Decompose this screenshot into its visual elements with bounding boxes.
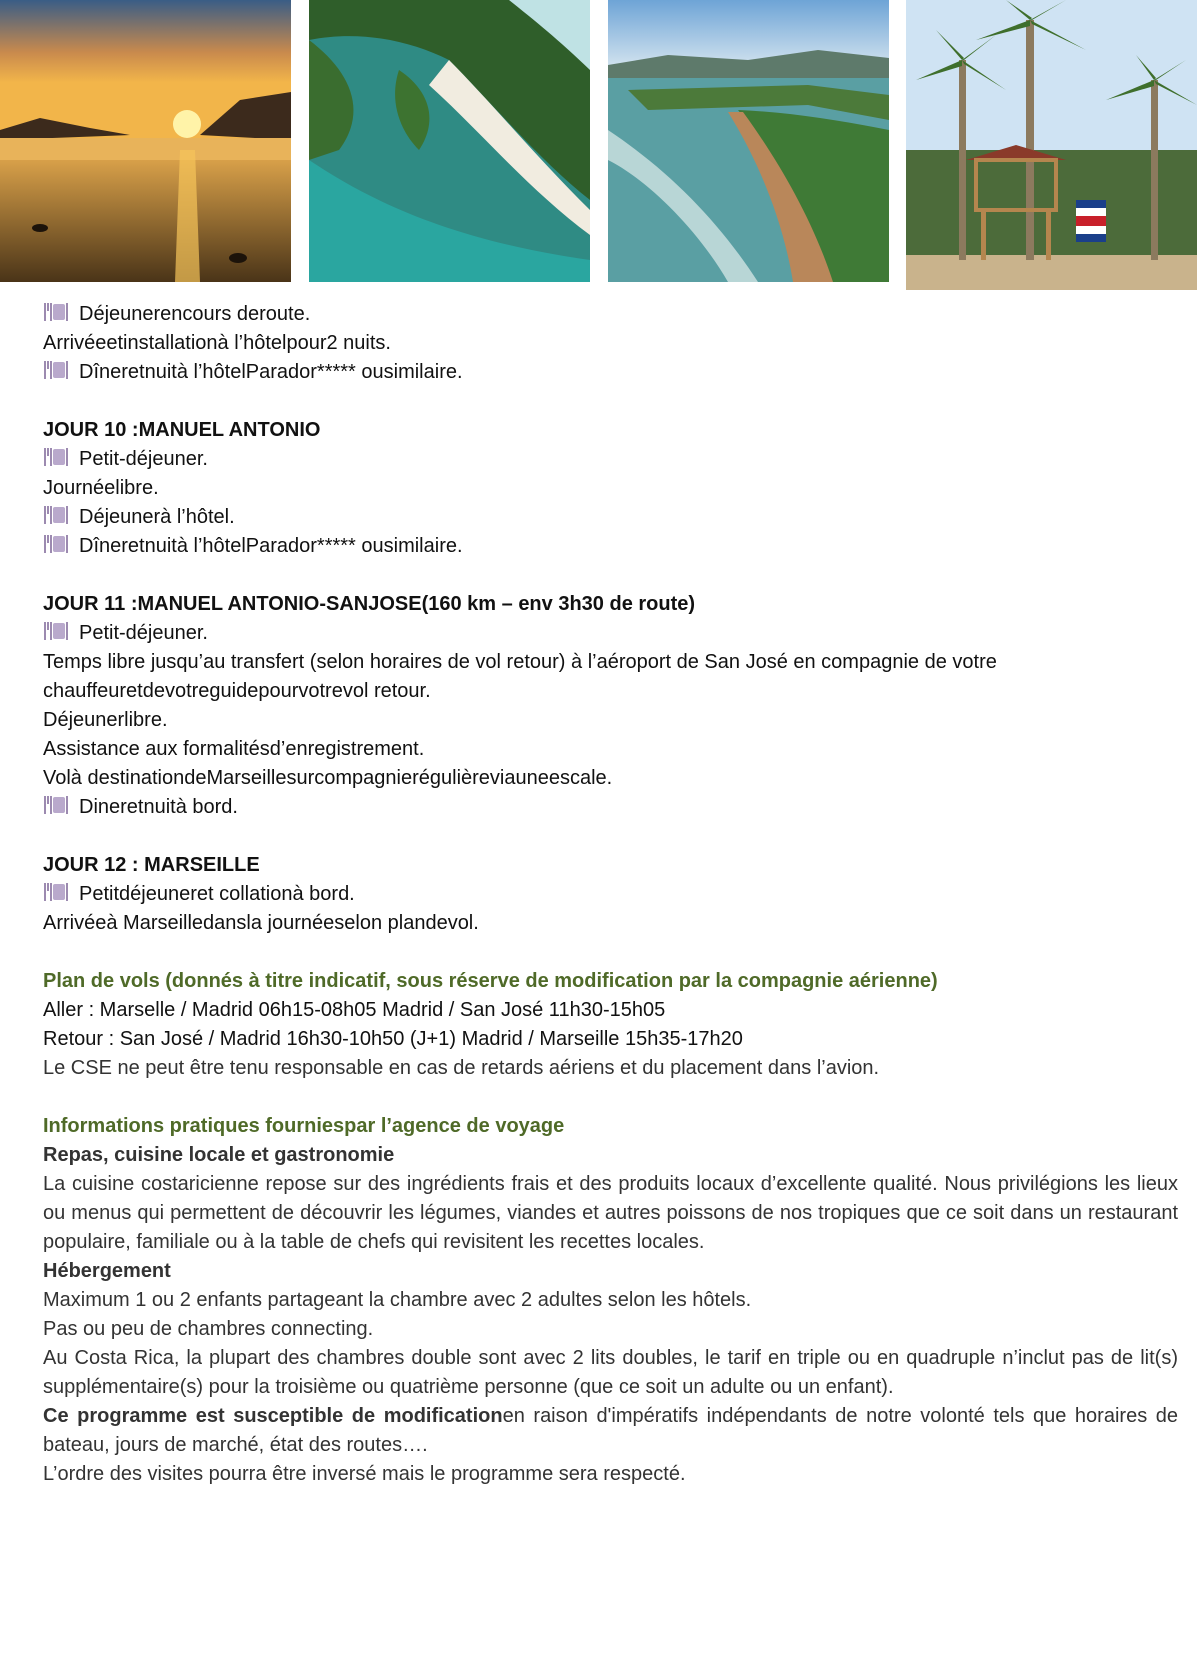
plate-cutlery-icon: [43, 620, 69, 642]
list-item: Dîneretnuità l’hôtelParador***** ousimilaire.: [43, 532, 1178, 561]
hebergement-line-1: Maximum 1 ou 2 enfants partageant la chambre avec 2 adultes selon les hôtels.: [43, 1289, 752, 1311]
plate-cutlery-icon: [43, 533, 69, 555]
list-item: Assistance aux formalitésd’enregistrement.: [43, 738, 425, 760]
day-11-title: JOUR 11 :MANUEL ANTONIO-SANJOSE(160 km – env 3h30 de route): [43, 593, 696, 615]
list-item: Dîneretnuità l’hôtelParador***** ousimilaire.: [43, 358, 1178, 387]
program-content: [43, 300, 1178, 1489]
list-item: Arrivéeà Marseilledansla journéeselon plandevol.: [43, 912, 479, 934]
info-title: Informations pratiques fourniespar l’agence de voyage: [43, 1115, 565, 1137]
list-item: Arrivéeetinstallationà l’hôtelpour2 nuits.: [43, 332, 391, 354]
sunset-beach-photo: [0, 0, 291, 282]
plate-cutlery-icon: [43, 794, 69, 816]
flights-title: Plan de vols (donnés à titre indicatif, sous réserve de modification par la compagnie aérienne): [43, 970, 938, 992]
plate-cutlery-icon: [43, 881, 69, 903]
photo-strip: [0, 0, 1200, 300]
hebergement-paragraph: Au Costa Rica, la plupart des chambres double sont avec 2 lits doubles, le tarif en triple ou en quadruple n’inclut pas de lit(s) supplémentaire(s) pour la troisième ou quatrième personne (que ce soit un adulte ou un enfant).: [43, 1347, 1178, 1398]
list-item: Dineretnuità bord.: [43, 793, 1178, 822]
day-10-title: JOUR 10 :MANUEL ANTONIO: [43, 419, 321, 441]
aerial-beach-photo: [608, 0, 889, 282]
plate-cutlery-icon: [43, 359, 69, 381]
plate-cutlery-icon: [43, 504, 69, 526]
palm-trees-photo: [906, 0, 1197, 290]
modification-paragraph: [43, 1402, 1178, 1460]
flight-aller: Aller : Marselle / Madrid 06h15-08h05 Madrid / San José 11h30-15h05: [43, 999, 666, 1021]
modification-text: en raison d'impératifs indépendants de notre volonté tels que horaires de bateau, jours de marché, état des routes….: [43, 1405, 1178, 1456]
modification-bold: Ce programme est susceptible de modification: [43, 1405, 503, 1427]
ordre-paragraph: L’ordre des visites pourra être inversé mais le programme sera respecté.: [43, 1463, 686, 1485]
list-item: Temps libre jusqu’au transfert (selon horaires de vol retour) à l’aéroport de San José en compagnie de votre: [43, 651, 997, 673]
list-item: Petit-déjeuner.: [43, 619, 1178, 648]
list-item: Petit-déjeuner.: [43, 445, 1178, 474]
hebergement-line-2: Pas ou peu de chambres connecting.: [43, 1318, 374, 1340]
list-item: Journéelibre.: [43, 477, 159, 499]
list-item: Petitdéjeuneret collationà bord.: [43, 880, 1178, 909]
plate-cutlery-icon: [43, 301, 69, 323]
repas-paragraph: La cuisine costaricienne repose sur des ingrédients frais et des produits locaux d’excellente qualité. Nous privilégions les lieux ou menus qui permettent de découvrir les légumes, viandes et autres poissons de nos tropiques que ce soit dans un restaurant populaire, familiale ou à la table de chefs qui revisitent les recettes locales.: [43, 1173, 1178, 1253]
plate-cutlery-icon: [43, 446, 69, 468]
aerial-coast-photo: [309, 0, 590, 282]
hebergement-title: Hébergement: [43, 1260, 171, 1282]
day-12-title: JOUR 12 : MARSEILLE: [43, 854, 260, 876]
list-item: Déjeunerà l’hôtel.: [43, 503, 1178, 532]
repas-title: Repas, cuisine locale et gastronomie: [43, 1144, 395, 1166]
flight-retour: Retour : San José / Madrid 16h30-10h50 (J+1) Madrid / Marseille 15h35-17h20: [43, 1028, 743, 1050]
list-item: Volà destinationdeMarseillesurcompagnierégulièreviauneescale.: [43, 767, 613, 789]
flights-disclaimer: Le CSE ne peut être tenu responsable en cas de retards aériens et du placement dans l’avion.: [43, 1057, 880, 1079]
list-item: Déjeunerencours deroute.: [43, 300, 1178, 329]
list-item: Déjeunerlibre.: [43, 709, 168, 731]
list-item: chauffeuretdevotreguidepourvotrevol retour.: [43, 680, 431, 702]
